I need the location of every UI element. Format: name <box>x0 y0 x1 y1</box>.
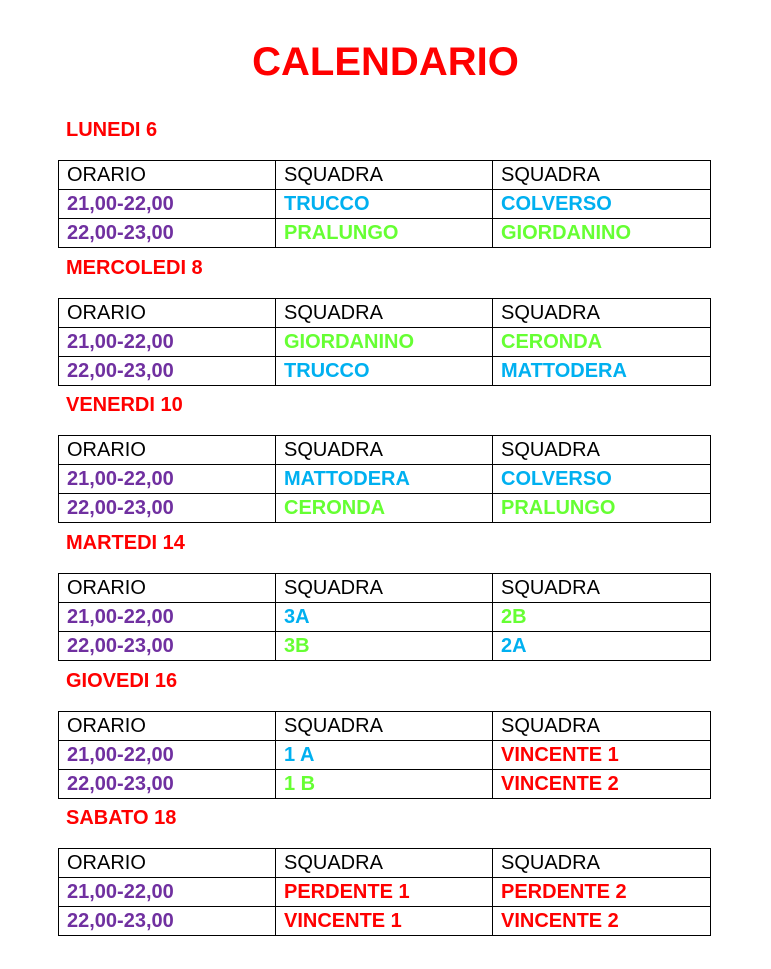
header-squadra: SQUADRA <box>493 436 711 465</box>
time-cell: 21,00-22,00 <box>59 878 276 907</box>
header-orario: ORARIO <box>59 161 276 190</box>
schedule-table <box>58 711 711 799</box>
time-cell: 22,00-23,00 <box>59 219 276 248</box>
team-cell: CERONDA <box>493 328 711 357</box>
time-cell: 21,00-22,00 <box>59 603 276 632</box>
table-row <box>59 219 711 248</box>
schedule-table <box>58 160 711 248</box>
team-cell: PERDENTE 1 <box>276 878 493 907</box>
header-squadra: SQUADRA <box>276 712 493 741</box>
header-orario: ORARIO <box>59 299 276 328</box>
day-label: VENERDI 10 <box>66 394 183 416</box>
header-squadra: SQUADRA <box>276 436 493 465</box>
schedule-table <box>58 298 711 386</box>
table-header-row <box>59 436 711 465</box>
table-header-row <box>59 574 711 603</box>
table-row <box>59 357 711 386</box>
table-header-row <box>59 161 711 190</box>
table-row <box>59 632 711 661</box>
table-row <box>59 603 711 632</box>
day-label: MARTEDI 14 <box>66 532 185 554</box>
table-row <box>59 878 711 907</box>
team-cell: VINCENTE 2 <box>493 770 711 799</box>
team-cell: COLVERSO <box>493 465 711 494</box>
header-orario: ORARIO <box>59 574 276 603</box>
team-cell: 3A <box>276 603 493 632</box>
table-row <box>59 190 711 219</box>
team-cell: 1 B <box>276 770 493 799</box>
time-cell: 22,00-23,00 <box>59 907 276 936</box>
table-header-row <box>59 712 711 741</box>
team-cell: COLVERSO <box>493 190 711 219</box>
team-cell: 3B <box>276 632 493 661</box>
team-cell: CERONDA <box>276 494 493 523</box>
team-cell: MATTODERA <box>493 357 711 386</box>
time-cell: 22,00-23,00 <box>59 770 276 799</box>
time-cell: 21,00-22,00 <box>59 741 276 770</box>
time-cell: 21,00-22,00 <box>59 190 276 219</box>
header-squadra: SQUADRA <box>493 161 711 190</box>
time-cell: 21,00-22,00 <box>59 465 276 494</box>
day-label: SABATO 18 <box>66 807 177 829</box>
table-row <box>59 907 711 936</box>
team-cell: 1 A <box>276 741 493 770</box>
team-cell: VINCENTE 1 <box>493 741 711 770</box>
table-row <box>59 741 711 770</box>
schedule-table <box>58 848 711 936</box>
day-label: GIOVEDI 16 <box>66 670 178 692</box>
time-cell: 22,00-23,00 <box>59 357 276 386</box>
header-orario: ORARIO <box>59 712 276 741</box>
table-header-row <box>59 849 711 878</box>
team-cell: GIORDANINO <box>276 328 493 357</box>
page-title: CALENDARIO <box>252 40 519 84</box>
table-row <box>59 770 711 799</box>
schedule-table <box>58 573 711 661</box>
table-header-row <box>59 299 711 328</box>
schedule-table <box>58 435 711 523</box>
team-cell: VINCENTE 1 <box>276 907 493 936</box>
team-cell: TRUCCO <box>276 190 493 219</box>
table-row <box>59 328 711 357</box>
header-squadra: SQUADRA <box>276 161 493 190</box>
header-orario: ORARIO <box>59 849 276 878</box>
table-row <box>59 465 711 494</box>
header-orario: ORARIO <box>59 436 276 465</box>
team-cell: GIORDANINO <box>493 219 711 248</box>
team-cell: PRALUNGO <box>276 219 493 248</box>
header-squadra: SQUADRA <box>276 574 493 603</box>
header-squadra: SQUADRA <box>493 849 711 878</box>
team-cell: VINCENTE 2 <box>493 907 711 936</box>
team-cell: MATTODERA <box>276 465 493 494</box>
team-cell: TRUCCO <box>276 357 493 386</box>
day-label: LUNEDI 6 <box>66 119 158 141</box>
time-cell: 22,00-23,00 <box>59 632 276 661</box>
team-cell: 2B <box>493 603 711 632</box>
team-cell: PERDENTE 2 <box>493 878 711 907</box>
time-cell: 21,00-22,00 <box>59 328 276 357</box>
header-squadra: SQUADRA <box>493 574 711 603</box>
time-cell: 22,00-23,00 <box>59 494 276 523</box>
day-label: MERCOLEDI 8 <box>66 257 203 279</box>
header-squadra: SQUADRA <box>493 299 711 328</box>
team-cell: PRALUNGO <box>493 494 711 523</box>
header-squadra: SQUADRA <box>276 299 493 328</box>
header-squadra: SQUADRA <box>276 849 493 878</box>
team-cell: 2A <box>493 632 711 661</box>
header-squadra: SQUADRA <box>493 712 711 741</box>
table-row <box>59 494 711 523</box>
